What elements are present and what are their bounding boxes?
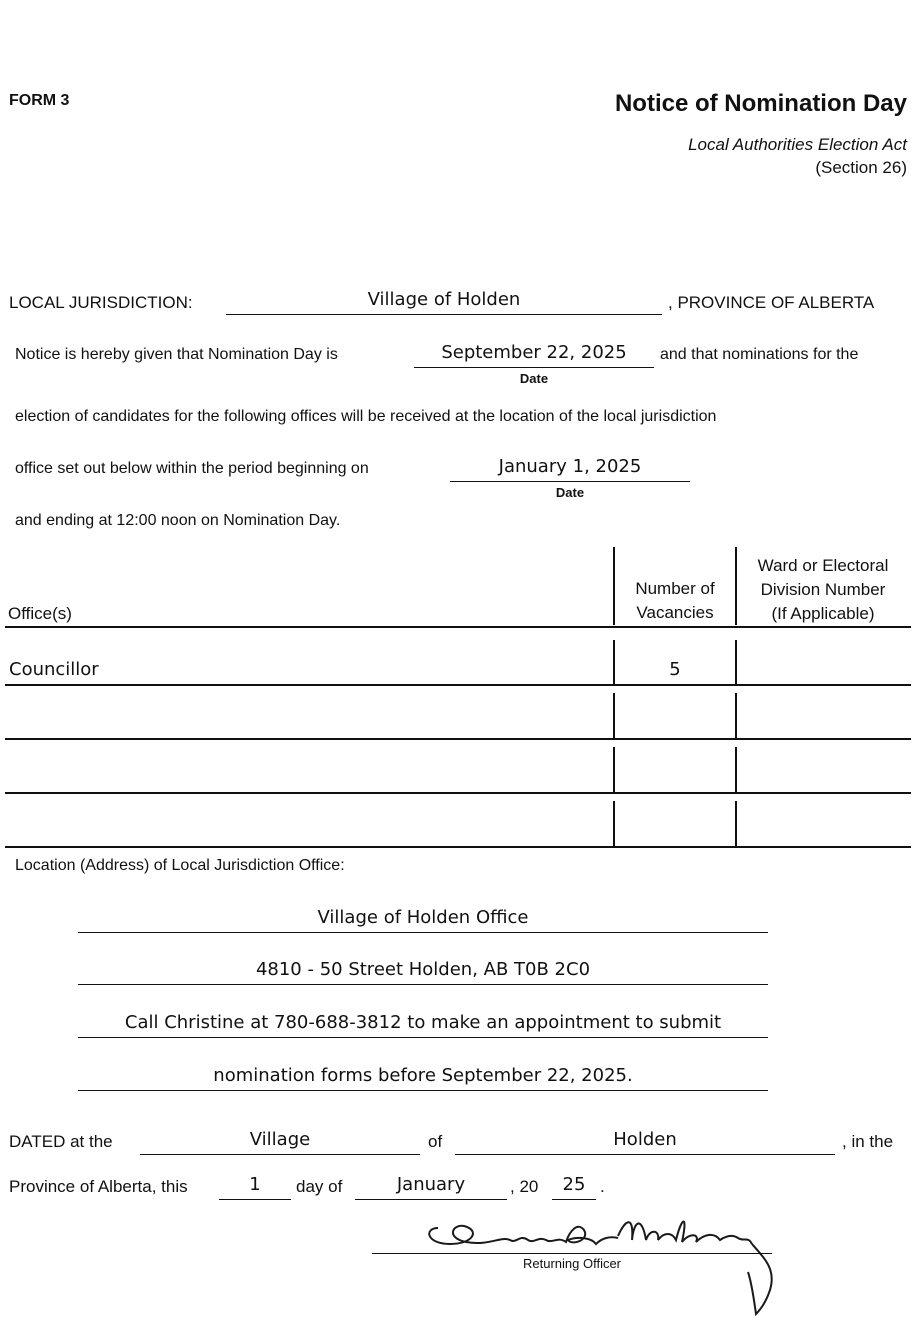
dated-in-the: , in the xyxy=(842,1132,894,1151)
signature-caption: Returning Officer xyxy=(522,1256,622,1271)
location-line: Village of Holden Office xyxy=(317,907,529,928)
row-divider xyxy=(613,801,615,846)
col-header-vacancies-line2: Vacancies xyxy=(636,603,714,622)
notice-line4: and ending at 12:00 noon on Nomination Day. xyxy=(15,512,341,529)
col-header-ward-line2: Division Number xyxy=(760,580,886,599)
location-label: Location (Address) of Local Jurisdiction Office: xyxy=(15,857,345,874)
notice-line3-prefix: office set out below within the period beginning on xyxy=(15,460,369,477)
dated-year-prefix: , 20 xyxy=(510,1177,539,1196)
row-divider xyxy=(735,640,737,684)
notice-line1-suffix: and that nominations for the xyxy=(660,346,859,363)
page-title: Notice of Nomination Day xyxy=(614,90,907,117)
row-divider xyxy=(735,801,737,846)
location-underline xyxy=(78,1090,768,1091)
col-header-vacancies xyxy=(616,577,734,625)
col-header-office: Office(s) xyxy=(8,604,72,623)
jurisdiction-label: LOCAL JURISDICTION: xyxy=(9,293,193,312)
jurisdiction-underline xyxy=(226,314,662,315)
jurisdiction-suffix: , PROVINCE OF ALBERTA xyxy=(668,293,875,312)
header-divider-2 xyxy=(735,547,737,625)
dated-month: January xyxy=(396,1174,466,1195)
dated-month-underline xyxy=(355,1199,507,1200)
table-row-office: Councillor xyxy=(9,659,99,680)
col-header-ward-line3: (If Applicable) xyxy=(771,604,875,623)
row-divider xyxy=(613,747,615,792)
col-header-vacancies-line1: Number of xyxy=(635,579,715,598)
table-row-rule xyxy=(5,846,911,848)
notice-line1-prefix: Notice is hereby given that Nomination Day is xyxy=(15,346,338,363)
act-section: (Section 26) xyxy=(815,158,907,177)
dated-type: Village xyxy=(249,1129,311,1150)
table-header-rule xyxy=(5,626,911,628)
nomination-date: September 22, 2025 xyxy=(441,342,627,363)
signature-line xyxy=(372,1253,772,1254)
row-divider xyxy=(735,693,737,738)
header-divider-1 xyxy=(613,547,615,625)
location-line: 4810 - 50 Street Holden, AB T0B 2C0 xyxy=(255,959,591,980)
location-underline xyxy=(78,1037,768,1038)
dated-of: of xyxy=(428,1132,443,1151)
table-row-rule xyxy=(5,738,911,740)
row-divider xyxy=(613,693,615,738)
dated-day: 1 xyxy=(249,1174,261,1195)
dated-year-underline xyxy=(552,1199,596,1200)
dated-place-underline xyxy=(455,1154,835,1155)
col-header-ward-line1: Ward or Electoral xyxy=(757,556,889,575)
location-line: nomination forms before September 22, 2025. xyxy=(213,1065,633,1086)
dated-type-underline xyxy=(140,1154,420,1155)
nomination-date-caption: Date xyxy=(519,371,549,386)
row-divider xyxy=(613,640,615,684)
start-date: January 1, 2025 xyxy=(498,456,642,477)
location-underline xyxy=(78,984,768,985)
notice-line2: election of candidates for the following offices will be received at the location of the local jurisdiction xyxy=(15,408,717,425)
act-name: Local Authorities Election Act xyxy=(688,135,907,154)
dated-period: . xyxy=(600,1177,605,1196)
col-header-ward xyxy=(738,554,908,626)
jurisdiction-value: Village of Holden xyxy=(367,289,521,310)
dated-day-of: day of xyxy=(296,1177,343,1196)
row-divider xyxy=(735,747,737,792)
table-row-rule xyxy=(5,792,911,794)
nomination-date-underline xyxy=(414,367,654,368)
dated-prefix: DATED at the xyxy=(9,1132,113,1151)
dated-year: 25 xyxy=(562,1174,586,1195)
location-underline xyxy=(78,932,768,933)
start-date-underline xyxy=(450,481,690,482)
dated-day-underline xyxy=(219,1199,291,1200)
start-date-caption: Date xyxy=(555,485,585,500)
location-line: Call Christine at 780-688-3812 to make an appointment to submit xyxy=(124,1012,722,1033)
dated-place: Holden xyxy=(613,1129,677,1150)
form-number: FORM 3 xyxy=(9,92,70,109)
table-row-vacancies: 5 xyxy=(669,659,681,680)
province-prefix: Province of Alberta, this xyxy=(9,1177,188,1196)
table-row-rule xyxy=(5,684,911,686)
